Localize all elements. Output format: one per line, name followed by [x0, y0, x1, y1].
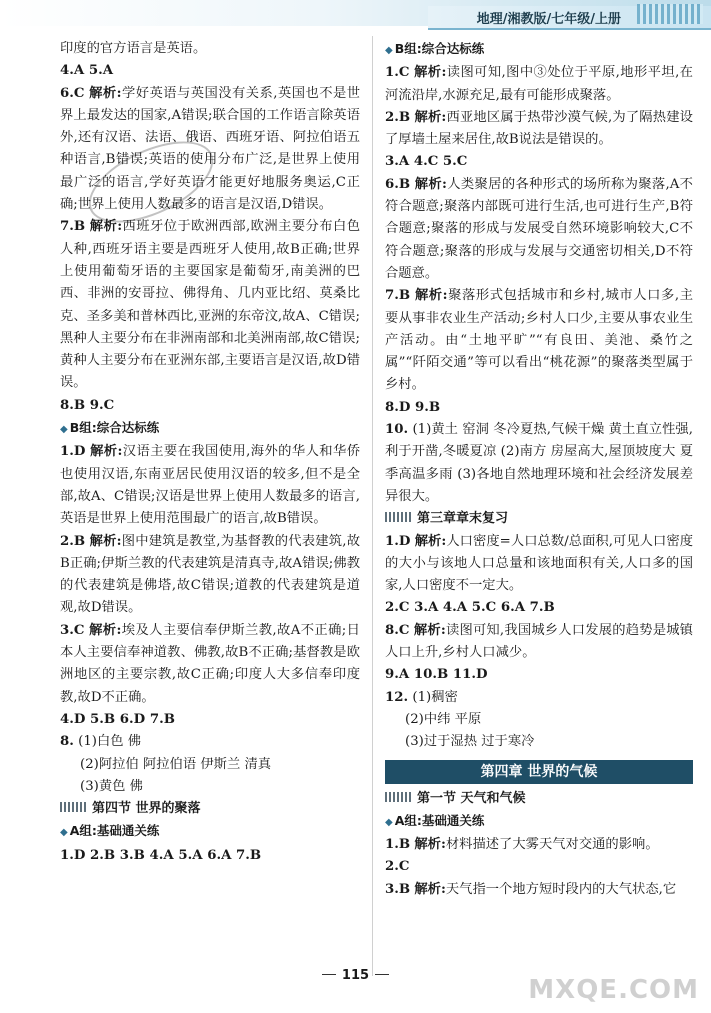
answer-text: 人口密度=人口总数/总面积,可见人口密度的大小与该地人口总量和该地面积有关,人口多的国家,人口密度不一定大。 [385, 533, 693, 594]
answer-item [60, 531, 360, 620]
analysis-label: 解析: [414, 533, 447, 549]
analysis-label: 解析: [414, 288, 448, 304]
dash-right [375, 974, 389, 975]
answer-number: 1.D [60, 444, 86, 460]
answer-text: 汉语主要在我国使用,海外的华人和华侨也使用汉语,东南亚居民使用汉语的较多,但不是全部,故A、C错误;汉语是世界上使用人数最多的语言,英语是世界上使用范围最广的语言,故B错误。 [60, 444, 360, 527]
diamond-icon: ◆ [385, 816, 393, 828]
answer-number: 8.C [385, 622, 410, 638]
answer-item [385, 856, 693, 878]
page-number-text: 115 [341, 968, 370, 983]
answer-item [385, 597, 693, 619]
answer-text: (1)稠密 [412, 689, 458, 705]
answer-text: 埃及人主要信奉伊斯兰教,故A不正确;日本人主要信奉神道教、佛教,故B不正确;基督教是欧洲地区的主要宗教,故C正确;印度人大多信奉印度教,故D不正确。 [60, 622, 360, 705]
answer-number: 6.B [385, 176, 411, 192]
answer-text: (1)黄土 窑洞 冬冷夏热,气候干燥 黄土直立性强,利于开凿,冬暖夏凉 (2)南方 房屋高大,屋顶坡度大 夏季高温多雨 (3)各地自然地理环境和社会经济发展差异很大。 [385, 422, 694, 504]
answer-text: 图中建筑是教堂,为基督教的代表建筑,故B正确;伊斯兰教的代表建筑是清真寺,故A错误;佛教的代表建筑是佛塔,故C错误;道教的代表建筑是道观,故D错误。 [60, 533, 360, 616]
answer-text: 印度的官方语言是英语。 [60, 41, 207, 56]
section-heading-text: 第四节 世界的聚落 [92, 801, 201, 817]
section-heading [60, 798, 360, 820]
group-heading-text: A组:基础通关练 [69, 823, 160, 839]
answer-item [385, 419, 693, 508]
answer-item [60, 395, 360, 417]
diamond-icon: ◆ [385, 45, 393, 56]
answer-item [385, 879, 693, 901]
dash-left [322, 974, 336, 975]
answer-item [60, 38, 360, 60]
group-heading [385, 38, 693, 62]
answer-item [60, 709, 360, 731]
answer-text: 材料描述了大雾天气对交通的影响。 [445, 837, 659, 853]
group-heading-text: B组:综合达标练 [69, 420, 160, 436]
answer-number: 1.D 2.B 3.B 4.A 5.A 6.A 7.B [60, 847, 262, 863]
group-heading [60, 820, 360, 844]
analysis-label: 解析: [414, 176, 447, 192]
answer-item [385, 531, 693, 598]
analysis-label: 解析: [90, 444, 123, 460]
answer-item [385, 397, 693, 419]
analysis-label: 解析: [414, 65, 447, 81]
answer-text: 聚落形式包括城市和乡村,城市人口多,主要从事非农业生产活动;乡村人口少,主要从事农业生产活动。由“土地平旷”“有良田、美池、桑竹之属”“阡陌交通”等可以看出“桃花源”的聚落类型属于乡村。 [385, 288, 693, 393]
chapter-title: 第四章 世界的气候 [480, 763, 598, 780]
group-heading [60, 417, 360, 441]
page-header [0, 0, 711, 30]
answer-number: 3.C [60, 622, 85, 638]
group-heading-text: A组:基础通关练 [394, 812, 485, 828]
section-heading [385, 788, 693, 810]
section-heading-text: 第三章章末复习 [417, 511, 509, 527]
section-bar-icon [385, 512, 411, 522]
group-heading [385, 810, 693, 834]
answer-number: 3.B [385, 881, 411, 897]
answer-subitem: (3)过于湿热 过于寒冷 [405, 734, 535, 750]
answer-item [385, 834, 693, 856]
answer-text: 天气指一个地方短时段内的大气状态,它 [445, 881, 677, 897]
diamond-icon: ◆ [60, 827, 68, 839]
watermark-logo: MXQE.COM [528, 975, 699, 1005]
book-title: 地理/湘教版/七年级/上册 [476, 12, 621, 27]
answer-item [60, 620, 360, 709]
answer-number: 2.C [385, 859, 410, 875]
group-heading-text: B组:综合达标练 [394, 41, 485, 56]
analysis-label: 解析: [89, 533, 122, 549]
answer-number: 2.C 3.A 4.A 5.C 6.A 7.B [385, 600, 555, 616]
right-column [385, 38, 693, 901]
answer-text: 读图可知,图中③处位于平原,地形平坦,在河流沿岸,水源充足,最有可能形成聚落。 [385, 65, 693, 103]
answer-number: 8.B 9.C [60, 397, 115, 413]
answer-number: 12. [385, 689, 409, 705]
answer-item [385, 62, 693, 107]
answer-text: 西班牙位于欧洲西部,欧洲主要分布白色人种,西班牙语主要是西班牙人使用,故B正确;世界上使用葡萄牙语的主要国家是葡萄牙,南美洲的巴西、非洲的安哥拉、佛得角、几内亚比绍、莫桑比克、圣多美和普林西比,亚洲的东帝汶,故A、C错误;黑种人主要分布在非洲南部和北美洲南部,故C错误;黄种人主要分布在亚洲东部,主要语言是汉语,故D错误。 [60, 219, 360, 391]
analysis-label: 解析: [89, 622, 122, 638]
answer-text: 西亚地区属于热带沙漠气候,为了隔热建设了厚墙土屋来居住,故B说法是错误的。 [385, 109, 693, 148]
answer-item [385, 151, 693, 173]
analysis-label: 解析: [89, 219, 123, 235]
diamond-icon: ◆ [60, 424, 68, 436]
column-divider [372, 36, 373, 976]
chapter-banner [385, 760, 693, 784]
answer-number: 9.A 10.B 11.D [385, 667, 488, 683]
analysis-label: 解析: [414, 837, 446, 853]
section-bar-icon [60, 802, 86, 812]
answer-item [60, 83, 360, 217]
answer-number: 4.A 5.A [60, 63, 114, 79]
answer-item [385, 687, 693, 709]
answer-number: 8.D 9.B [385, 399, 441, 415]
answer-item [385, 285, 693, 396]
answer-item [60, 731, 360, 753]
answer-number: 1.C [385, 65, 410, 81]
answer-item [60, 441, 360, 530]
answer-text: 学好英语与英国没有关系,英国也不是世界上最发达的国家,A错误;联合国的工作语言除英语外,还有汉语、法语、俄语、西班牙语、阿拉伯语五种语言,B错误;英语的使用分布广泛,是世界上使用最广泛的语言,学好英语才能更好地服务奥运,C正确;世界上使用人数最多的语言是汉语,D错误。 [60, 85, 360, 213]
analysis-label: 解析: [413, 622, 446, 638]
section-bar-icon [385, 792, 411, 802]
answer-number: 3.A 4.C 5.C [385, 154, 468, 170]
answer-number: 10. [385, 422, 409, 438]
answer-item [60, 216, 360, 394]
answer-number: 7.B [60, 219, 86, 235]
answer-item [60, 60, 360, 82]
answer-subitem: (2)阿拉伯 阿拉伯语 伊斯兰 清真 [80, 756, 272, 772]
left-column [60, 38, 360, 867]
answer-subitem: (2)中纬 平原 [405, 711, 482, 727]
answer-number: 7.B [385, 288, 411, 304]
answer-item [385, 664, 693, 686]
answer-number: 2.B [60, 533, 86, 549]
answer-item [60, 845, 360, 867]
answer-number: 1.D [385, 533, 411, 549]
answer-text: (1)白色 佛 [78, 734, 142, 750]
answer-number: 2.B [385, 109, 411, 125]
analysis-label: 解析: [89, 85, 122, 101]
answer-number: 4.D 5.B 6.D 7.B [60, 711, 175, 727]
analysis-label: 解析: [414, 109, 447, 125]
answer-number: 1.B [385, 837, 411, 853]
answer-item [385, 174, 693, 285]
bookmark-tab [637, 4, 703, 24]
answer-number: 6.C [60, 85, 85, 101]
answer-subitem: (3)黄色 佛 [80, 778, 143, 794]
answer-text: 人类聚居的各种形式的场所称为聚落,A不符合题意;聚落内部既可进行生活,也可进行生产,B符合题意;聚落的形成与发展受自然环境影响较大,C不符合题意;聚落的形成与发展与交通密切相关,D不符合题意。 [385, 176, 693, 281]
answer-text: 读图可知,我国城乡人口发展的趋势是城镇人口上升,乡村人口减少。 [385, 622, 693, 661]
answer-item [385, 620, 693, 665]
answer-item [385, 107, 693, 152]
answer-number: 8. [60, 734, 74, 750]
section-heading [385, 508, 693, 530]
section-heading-text: 第一节 天气和气候 [417, 790, 526, 806]
analysis-label: 解析: [414, 881, 446, 897]
